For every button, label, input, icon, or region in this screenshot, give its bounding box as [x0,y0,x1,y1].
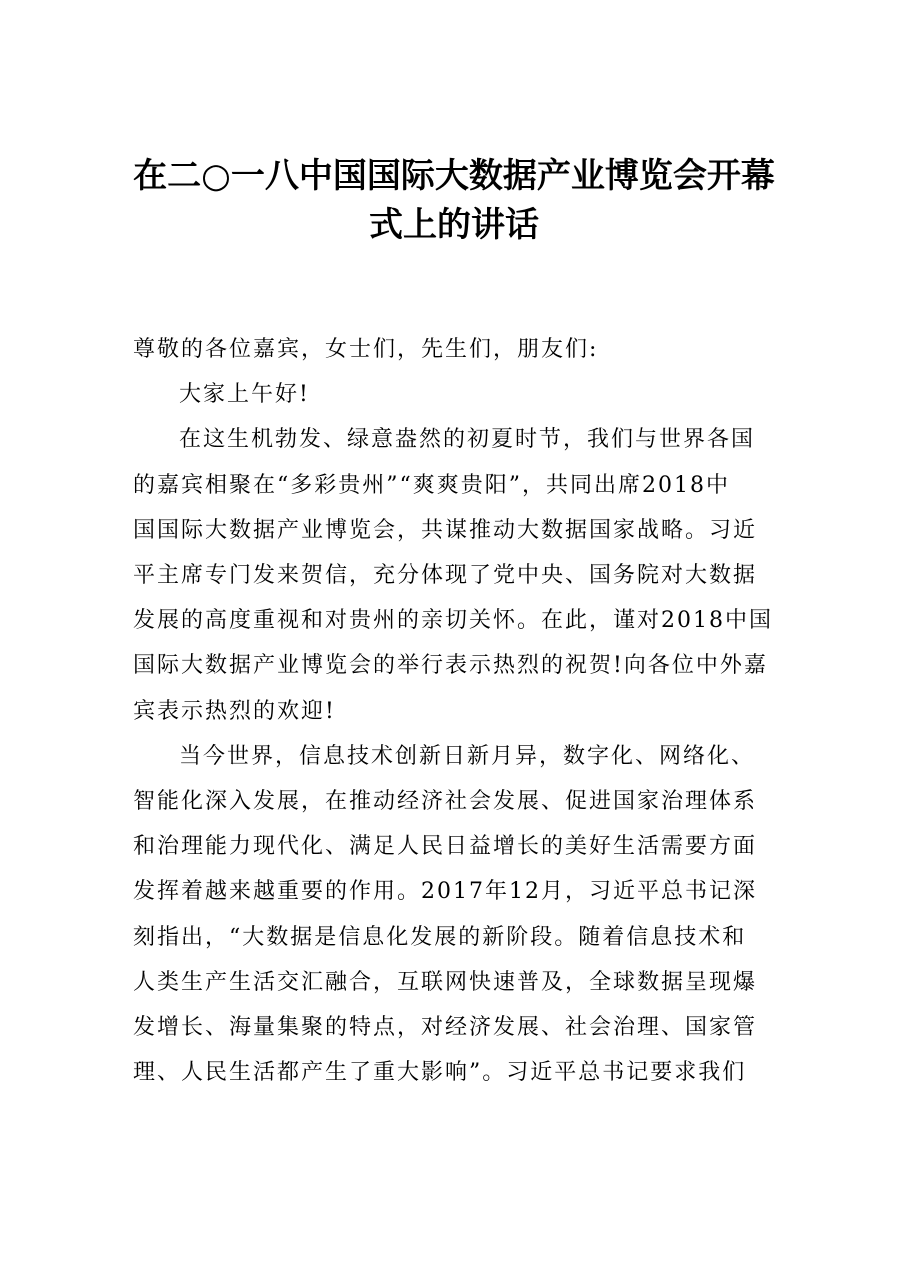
paragraph-1-line: 发展的高度重视和对贵州的亲切关怀。在此，谨对2018中国 [133,608,773,634]
paragraph-1-line: 的嘉宾相聚在“多彩贵州”“爽爽贵阳”，共同出席2018中 [133,472,730,498]
paragraph-1-line: 国国际大数据产业博览会，共谋推动大数据国家战略。习近 [133,517,758,543]
title-line: 在二○一八中国国际大数据产业博览会开幕 [133,156,775,196]
paragraph-1-line: 宾表示热烈的欢迎! [133,698,336,724]
document-title [118,152,790,250]
paragraph-1-line: 在这生机勃发、绿意盎然的初夏时节，我们与世界各国 [179,427,756,453]
salutation: 尊敬的各位嘉宾，女士们，先生们，朋友们: [133,337,599,362]
paragraph-2-line: 和治理能力现代化、满足人民日益增长的美好生活需要方面 [133,834,758,860]
paragraph-2-line: 发增长、海量集聚的特点，对经济发展、社会治理、国家管 [133,1015,758,1041]
paragraph-2-line: 发挥着越来越重要的作用。2017年12月，习近平总书记深 [133,879,757,905]
greeting: 大家上午好! [179,382,310,408]
paragraph-2-line: 理、人民生活都产生了重大影响”。习近平总书记要求我们 [133,1060,747,1086]
paragraph-1-line: 国际大数据产业博览会的举行表示热烈的祝贺!向各位中外嘉 [133,653,768,679]
paragraph-2-line: 人类生产生活交汇融合，互联网快速普及，全球数据呈现爆 [133,969,758,995]
paragraph-2-line: 刻指出，“大数据是信息化发展的新阶段。随着信息技术和 [133,924,747,950]
paragraph-1-line: 平主席专门发来贺信，充分体现了党中央、国务院对大数据 [133,563,758,589]
paragraph-2-line: 智能化深入发展，在推动经济社会发展、促进国家治理体系 [133,789,758,815]
title-line: 式上的讲话 [369,205,539,245]
document-body [133,327,781,1095]
paragraph-2-line: 当今世界，信息技术创新日新月异，数字化、网络化、 [179,743,756,769]
